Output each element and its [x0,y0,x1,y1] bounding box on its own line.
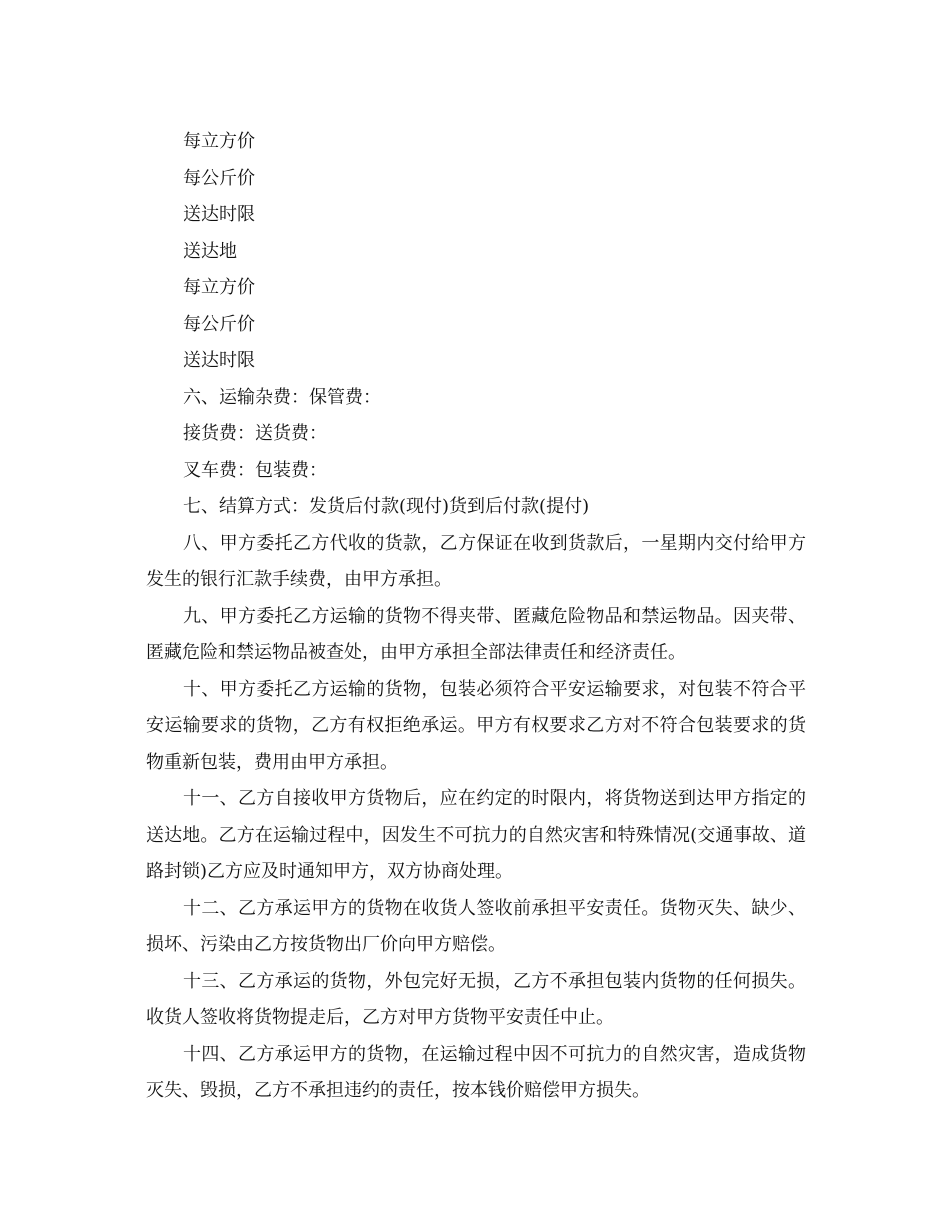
clause-9-paragraph: 九、甲方委托乙方运输的货物不得夹带、匿藏危险物品和禁运物品。因夹带、匿藏危险和禁运物品被查处，由甲方承担全部法律责任和经济责任。 [146,605,806,663]
clause-13-paragraph: 十三、乙方承运的货物，外包完好无损，乙方不承担包装内货物的任何损失。收货人签收将货物提走后，乙方对甲方货物平安责任中止。 [146,970,806,1028]
clause-12-paragraph: 十二、乙方承运甲方的货物在收货人签收前承担平安责任。货物灭失、缺少、损坏、污染由乙方按货物出厂价向甲方赔偿。 [146,897,806,955]
delivery-time-line-2: 送达时限 [183,350,255,371]
clause-6-misc-fees: 六、运输杂费：保管费： [183,386,381,408]
forklift-packing-fees: 叉车费：包装费： [183,459,327,481]
clause-14-paragraph: 十四、乙方承运甲方的货物，在运输过程中因不可抗力的自然灾害，造成货物灭失、毁损，乙方不承担违约的责任，按本钱价赔偿甲方损失。 [146,1043,806,1101]
price-line-per-cubic-2: 每立方价 [183,277,255,298]
clause-10-paragraph: 十、甲方委托乙方运输的货物，包装必须符合平安运输要求，对包装不符合平安运输要求的货物，乙方有权拒绝承运。甲方有权要求乙方对不符合包装要求的货物重新包装，费用由甲方承担。 [146,678,806,773]
document-body [146,124,806,1110]
clause-7-settlement: 七、结算方式：发货后付款(现付)货到后付款(提付) [183,496,590,517]
price-line-per-cubic-1: 每立方价 [183,131,255,152]
delivery-time-line-1: 送达时限 [183,204,255,225]
price-line-per-kg-2: 每公斤价 [183,313,255,335]
price-line-per-kg-1: 每公斤价 [183,167,255,189]
clause-11-paragraph: 十一、乙方自接收甲方货物后，应在约定的时限内，将货物送到达甲方指定的送达地。乙方在运输过程中，因发生不可抗力的自然灾害和特殊情况(交通事故、道路封锁)乙方应及时通知甲方，双方协商处理。 [146,788,806,882]
delivery-place-line: 送达地 [183,240,237,262]
pickup-delivery-fees: 接货费：送货费： [183,423,327,444]
clause-8-paragraph: 八、甲方委托乙方代收的货款，乙方保证在收到货款后，一星期内交付给甲方发生的银行汇款手续费，由甲方承担。 [146,532,806,590]
